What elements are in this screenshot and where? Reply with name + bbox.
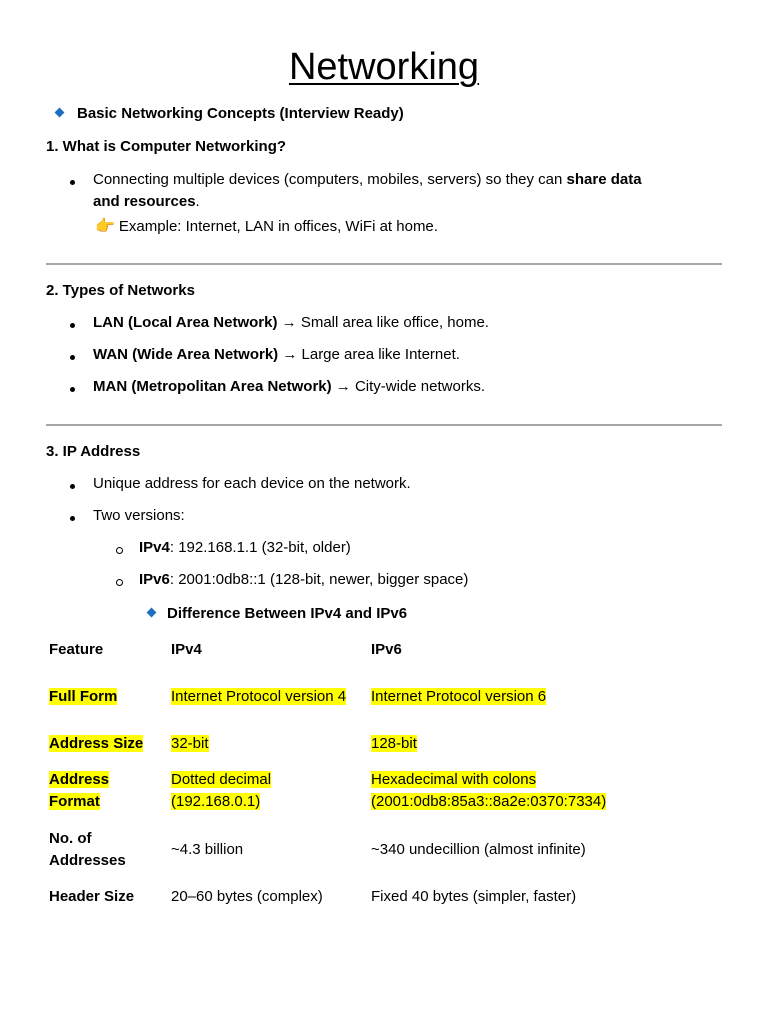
divider: [46, 424, 722, 426]
circle-bullet-icon: [116, 579, 123, 586]
table-cell-ipv4: [171, 686, 346, 708]
bullet-icon: [70, 355, 75, 360]
s1-line-1-bold: share data: [566, 171, 642, 188]
table-row-feature: [49, 769, 109, 813]
section-2-heading: 2. Types of Networks: [46, 282, 195, 299]
cell-text: Dotted decimal: [171, 771, 272, 788]
table-row-feature: Header Size: [49, 888, 135, 905]
intro-line: [56, 105, 404, 122]
s1-line-1: [93, 171, 642, 188]
ipv4-item: [139, 539, 351, 556]
ipv6-desc: : 2001:0db8::1 (128-bit, newer, bigger space): [169, 571, 469, 588]
cell-text: Address: [49, 771, 110, 788]
cell-text: No. of: [49, 830, 92, 847]
s3-bullet-1: Unique address for each device on the network.: [93, 475, 411, 492]
diff-heading-line: [148, 605, 407, 622]
network-type-item: [93, 378, 485, 395]
network-type-name: LAN (Local Area Network): [93, 314, 278, 331]
diff-heading: Difference Between IPv4 and IPv6: [167, 605, 408, 622]
s1-example: [95, 216, 438, 236]
network-type-item: [93, 346, 460, 363]
cell-text: 128-bit: [371, 735, 417, 752]
pointing-hand-icon: 👉: [95, 218, 115, 235]
diamond-bullet-icon: [147, 608, 157, 618]
cell-text: Address Size: [49, 735, 144, 752]
cell-text: 32-bit: [171, 735, 209, 752]
page-title: Networking: [288, 46, 480, 88]
table-cell-ipv4: 20–60 bytes (complex): [171, 888, 323, 905]
network-type-desc: → Small area like office, home.: [277, 314, 489, 331]
section-1-heading: 1. What is Computer Networking?: [46, 138, 287, 155]
intro-text: Basic Networking Concepts (Interview Ready): [77, 105, 404, 122]
s1-example-text: Example: Internet, LAN in offices, WiFi at home.: [118, 218, 438, 235]
table-cell-ipv6: [371, 686, 546, 708]
divider: [46, 263, 722, 265]
network-type-item: [93, 314, 489, 331]
s1-line-2: [93, 193, 200, 210]
table-cell-ipv4: ~4.3 billion: [171, 841, 244, 858]
bullet-icon: [70, 516, 75, 521]
table-header-ipv6: IPv6: [371, 641, 402, 658]
diamond-bullet-icon: [55, 108, 65, 118]
bullet-icon: [70, 323, 75, 328]
table-cell-ipv6: [371, 733, 417, 755]
table-row-feature: [49, 686, 117, 708]
ipv4-desc: : 192.168.1.1 (32-bit, older): [169, 539, 351, 556]
circle-bullet-icon: [116, 547, 123, 554]
table-header-ipv4: IPv4: [171, 641, 202, 658]
cell-text: (2001:0db8:85a3::8a2e:0370:7334): [371, 793, 607, 810]
cell-text: Hexadecimal with colons: [371, 771, 537, 788]
cell-text: Internet Protocol version 4: [171, 688, 347, 705]
bullet-icon: [70, 387, 75, 392]
table-row-feature: [49, 828, 126, 872]
ipv6-item: [139, 571, 468, 588]
table-cell-ipv6: Fixed 40 bytes (simpler, faster): [371, 888, 577, 905]
table-cell-ipv6: [371, 769, 606, 813]
cell-text: Full Form: [49, 688, 118, 705]
network-type-desc: → City-wide networks.: [331, 378, 485, 395]
network-type-name: MAN (Metropolitan Area Network): [93, 378, 332, 395]
ipv4-label: IPv4: [139, 539, 170, 556]
table-cell-ipv4: [171, 769, 271, 813]
bullet-icon: [70, 484, 75, 489]
table-header-feature: Feature: [49, 641, 104, 658]
table-cell-ipv4: [171, 733, 209, 755]
cell-text: Addresses: [49, 852, 126, 869]
s1-line-2-bold: and resources: [93, 193, 196, 210]
table-row-feature: [49, 733, 143, 755]
bullet-icon: [70, 180, 75, 185]
table-cell-ipv6: ~340 undecillion (almost infinite): [371, 841, 586, 858]
cell-text: Internet Protocol version 6: [371, 688, 547, 705]
s3-bullet-2: Two versions:: [93, 507, 185, 524]
section-3-heading: 3. IP Address: [46, 443, 141, 460]
s1-line-1-text: Connecting multiple devices (computers, mobiles, servers) so they can: [93, 171, 567, 188]
cell-text: Format: [49, 793, 100, 810]
cell-text: (192.168.0.1): [171, 793, 261, 810]
network-type-desc: → Large area like Internet.: [278, 346, 460, 363]
network-type-name: WAN (Wide Area Network): [93, 346, 279, 363]
s1-line-2-text: .: [195, 193, 200, 210]
ipv6-label: IPv6: [139, 571, 170, 588]
